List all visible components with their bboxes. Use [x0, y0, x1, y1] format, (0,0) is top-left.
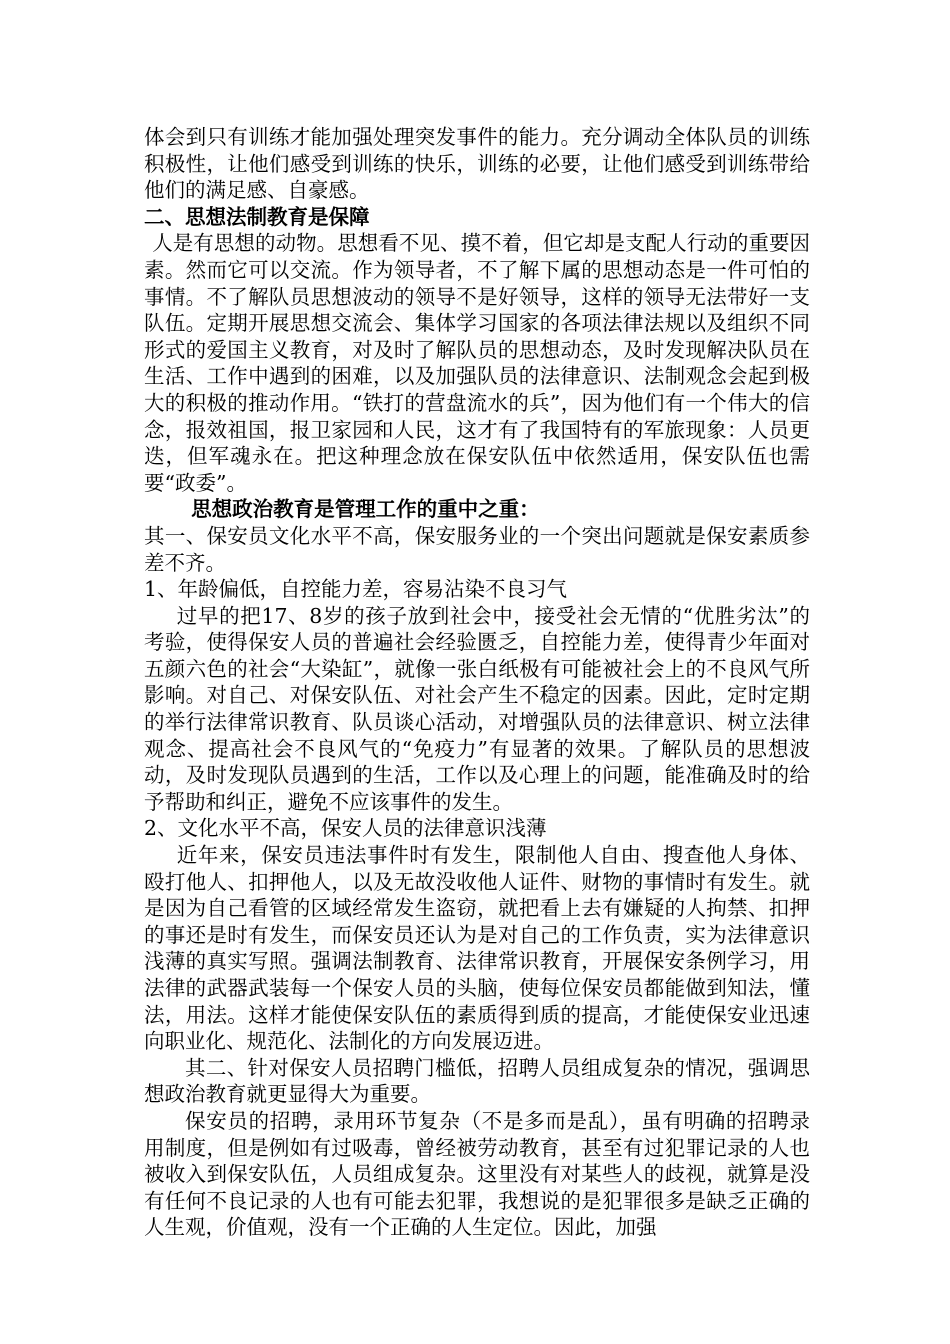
- paragraph-point-two: 其二、针对保安人员招聘门槛低，招聘人员组成复杂的情况，强调思想政治教育就更显得大为重要。: [144, 1055, 810, 1107]
- paragraph-recruitment: 保安员的招聘，录用环节复杂（不是多而是乱），虽有明确的招聘录用制度，但是例如有过吸毒，曾经被劳动教育，甚至有过犯罪记录的人也被收入到保安队伍，人员组成复杂。这里没有对某些人的歧视，就算是没有任何不良记录的人也有可能去犯罪，我想说的是犯罪很多是缺乏正确的人生观，价值观，没有一个正确的人生定位。因此，加强: [144, 1108, 810, 1240]
- paragraph-training: 体会到只有训练才能加强处理突发事件的能力。充分调动全体队员的训练积极性，让他们感受到训练的快乐，训练的必要，让他们感受到训练带给他们的满足感、自豪感。: [144, 125, 810, 203]
- list-item-1: 1、年龄偏低，自控能力差，容易沾染不良习气: [144, 577, 568, 602]
- paragraph-point-one: 其一、保安员文化水平不高，保安服务业的一个突出问题就是保安素质参差不齐。: [144, 523, 810, 575]
- paragraph-legal-awareness: 近年来，保安员违法事件时有发生，限制他人自由、搜查他人身体、殴打他人、扣押他人，以及无故没收他人证件、财物的事情时有发生。就是因为自己看管的区域经常发生盗窃，就把看上去有嫌疑的人拘禁、扣押的事还是时有发生，而保安员还认为是对自己的工作负责，实为法律意识浅薄的真实写照。强调法制教育、法律常识教育，开展保安条例学习，用法律的武器武装每一个保安人员的头脑，使每位保安员都能做到知法，懂法，用法。这样才能使保安队伍的素质得到质的提高，才能使保安业迅速向职业化、规范化、法制化的方向发展迈进。: [144, 843, 810, 1054]
- document-page: [144, 124, 810, 1241]
- paragraph-age: 过早的把17、8岁的孩子放到社会中，接受社会无情的“优胜劣汰”的考验，使得保安人员的普遍社会经验匮乏，自控能力差，使得青少年面对五颜六色的社会“大染缸”，就像一张白纸极有可能被社会上的不良风气所影响。对自己、对保安队伍、对社会产生不稳定的因素。因此，定时定期的举行法律常识教育、队员谈心活动，对增强队员的法律意识、树立法律观念、提高社会不良风气的“免疫力”有显著的效果。了解队员的思想波动，及时发现队员遇到的生活，工作以及心理上的问题，能准确及时的给予帮助和纠正，避免不应该事件的发生。: [144, 603, 810, 814]
- paragraph-thought-exchange: 人是有思想的动物。思想看不见、摸不着，但它却是支配人行动的重要因素。然而它可以交流。作为领导者，不了解下属的思想动态是一件可怕的事情。不了解队员思想波动的领导不是好领导，这样的领导无法带好一支队伍。定期开展思想交流会、集体学习国家的各项法律法规以及组织不同形式的爱国主义教育，对及时了解队员的思想动态，及时发现解决队员在生活、工作中遇到的困难，以及加强队员的法律意识、法制观念会起到极大的积极的推动作用。“铁打的营盘流水的兵”，因为他们有一个伟大的信念，报效祖国，报卫家园和人民，这才有了我国特有的军旅现象：人员更迭，但军魂永在。把这种理念放在保安队伍中依然适用，保安队伍也需要“政委”。: [144, 231, 810, 495]
- sub-heading-political-education: 思想政治教育是管理工作的重中之重：: [191, 497, 540, 522]
- section-heading-2: 二、思想法制教育是保障: [144, 204, 370, 229]
- list-item-2: 2、文化水平不高，保安人员的法律意识浅薄: [144, 816, 547, 841]
